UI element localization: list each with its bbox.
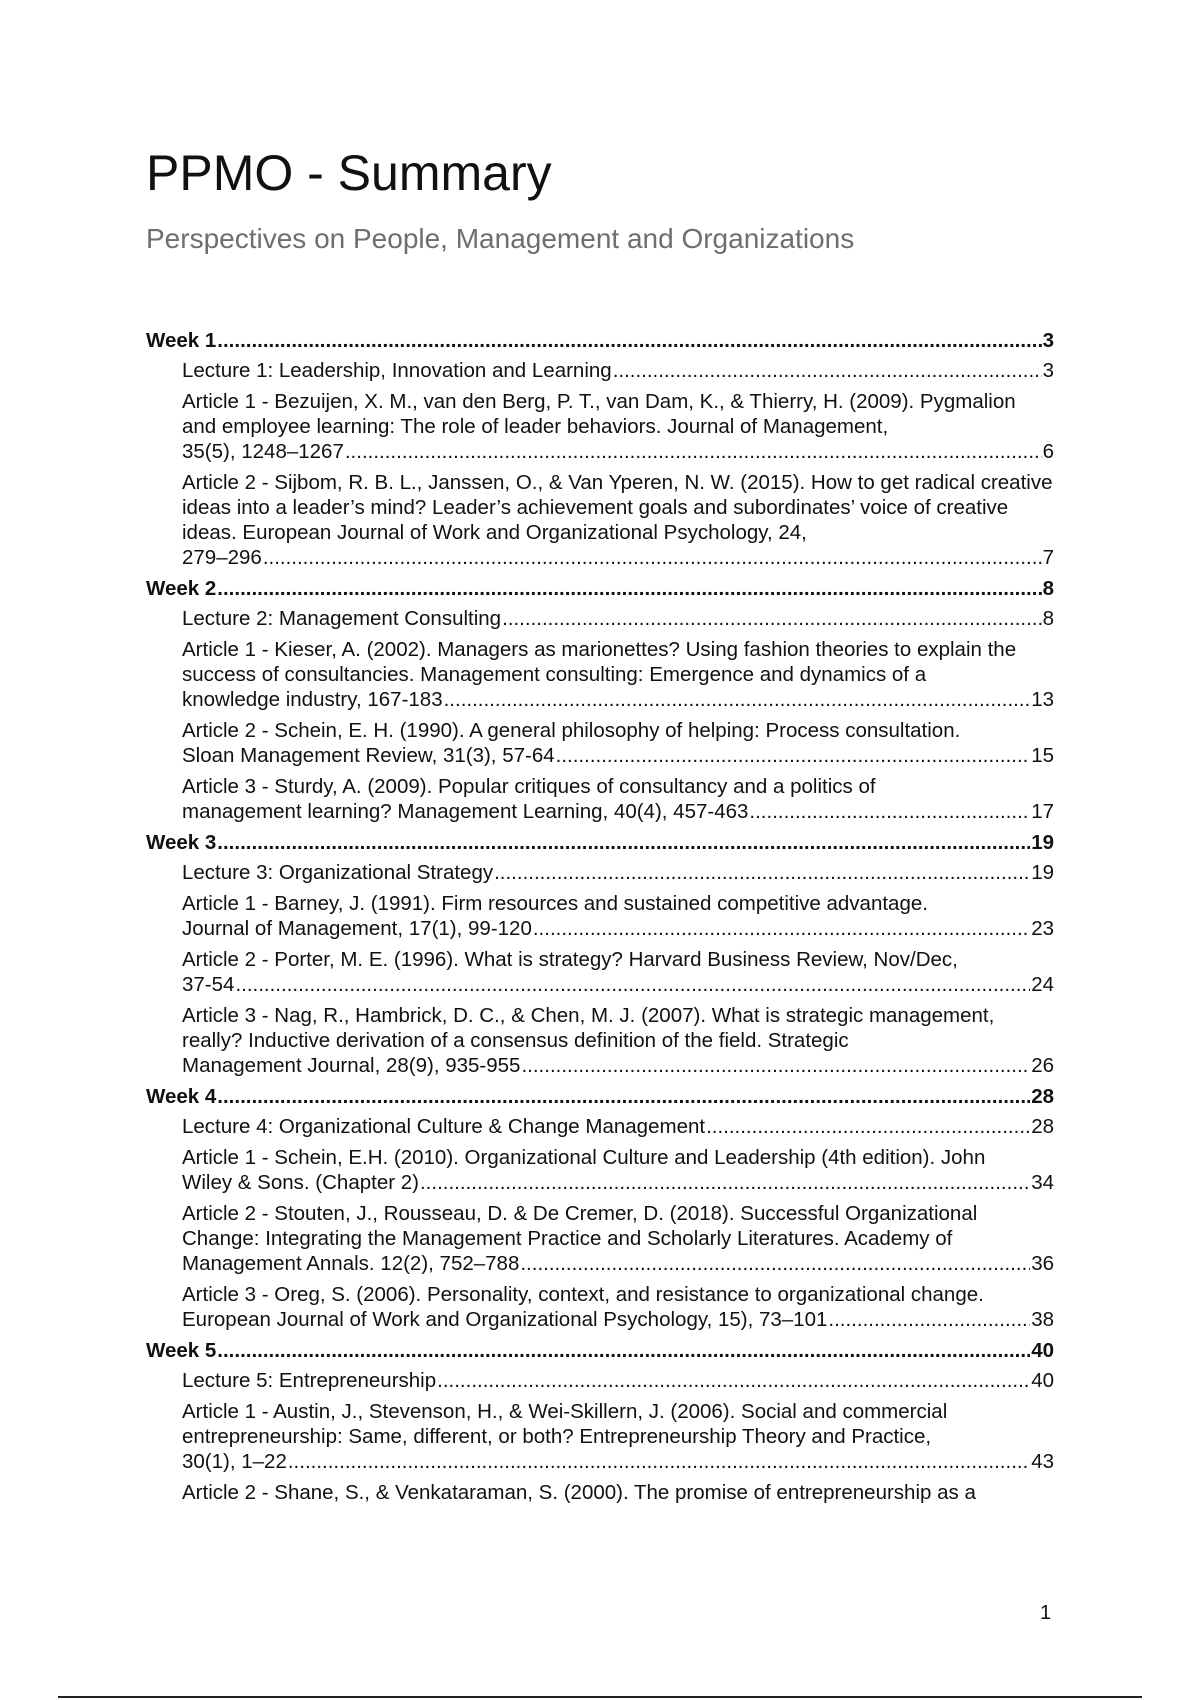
toc-entry-title: Lecture 4: Organizational Culture & Change Management: [182, 1115, 706, 1138]
toc-sub-entry[interactable]: [182, 774, 1054, 824]
toc-page-number: 38: [1031, 1308, 1054, 1331]
toc-entry-title: 279–296: [182, 546, 262, 569]
toc-sub-entry[interactable]: [182, 1201, 1054, 1276]
toc-entry-title: Management Journal, 28(9), 935-955: [182, 1054, 521, 1077]
toc-week-entry[interactable]: [146, 1084, 1054, 1109]
toc-dot-leader: [345, 439, 1042, 464]
toc-dot-leader: [520, 1251, 1030, 1276]
toc-dot-leader: [494, 860, 1030, 885]
toc-entry-text: Article 2 - Porter, M. E. (1996). What is strategy? Harvard Business Review, Nov/Dec,: [182, 948, 958, 971]
toc-page-number: 13: [1031, 688, 1054, 711]
toc-sub-entry[interactable]: [182, 358, 1054, 383]
toc-entry-title: Lecture 1: Leadership, Innovation and Learning: [182, 359, 612, 382]
toc-entry-title: Lecture 2: Management Consulting: [182, 607, 502, 630]
toc-dot-leader: [263, 545, 1042, 570]
toc-week-entry[interactable]: [146, 576, 1054, 601]
toc-page-number: 19: [1031, 861, 1054, 884]
toc-page-number: 28: [1031, 1115, 1054, 1138]
footer-rule: [58, 1696, 1142, 1698]
toc-page-number: 8: [1042, 577, 1054, 600]
toc-sub-entry[interactable]: [182, 1003, 1054, 1078]
toc-entry-title: Week 2: [146, 577, 217, 600]
toc-sub-entry[interactable]: [182, 1480, 1054, 1505]
toc-entry-title: 30(1), 1–22: [182, 1450, 287, 1473]
toc-dot-leader: [502, 606, 1042, 631]
page-number: 1: [1040, 1602, 1052, 1624]
toc-entry-title: management learning? Management Learning, 40(4), 457-463: [182, 800, 749, 823]
toc-entry-text: Article 1 - Kieser, A. (2002). Managers as marionettes? Using fashion theories to explain the success of consultancies. Management consulting: Emergence and dynamics of a: [182, 638, 1017, 686]
toc-week-entry[interactable]: [146, 830, 1054, 855]
toc-page-number: 3: [1042, 359, 1054, 382]
toc-entry-title: Sloan Management Review, 31(3), 57-64: [182, 744, 555, 767]
toc-dot-leader: [235, 972, 1030, 997]
toc-page-number: 19: [1031, 831, 1054, 854]
toc-dot-leader: [217, 1338, 1030, 1363]
toc-sub-entry[interactable]: [182, 1368, 1054, 1393]
toc-dot-leader: [217, 1084, 1030, 1109]
toc-page-number: 24: [1031, 973, 1054, 996]
toc-sub-entry[interactable]: [182, 637, 1054, 712]
toc-page-number: 6: [1042, 440, 1054, 463]
toc-dot-leader: [420, 1170, 1030, 1195]
toc-entry-title: European Journal of Work and Organizational Psychology, 15), 73–101: [182, 1308, 828, 1331]
toc-entry-title: Week 4: [146, 1085, 217, 1108]
toc-dot-leader: [706, 1114, 1030, 1139]
toc-page-number: 36: [1031, 1252, 1054, 1275]
page-subtitle: Perspectives on People, Management and Organizations: [146, 223, 855, 254]
toc-sub-entry[interactable]: [182, 947, 1054, 997]
toc-entry-text: Article 2 - Shane, S., & Venkataraman, S. (2000). The promise of entrepreneurship as a: [182, 1481, 976, 1504]
toc-page-number: 15: [1031, 744, 1054, 767]
toc-entry-title: Lecture 3: Organizational Strategy: [182, 861, 494, 884]
toc-dot-leader: [437, 1368, 1030, 1393]
table-of-contents: [146, 328, 1054, 1511]
toc-sub-entry[interactable]: [182, 1399, 1054, 1474]
toc-dot-leader: [444, 687, 1031, 712]
toc-entry-text: Article 2 - Stouten, J., Rousseau, D. & De Cremer, D. (2018). Successful Organizational Change: Integrating the Management Practice and Scholarly Literatures. Academy of: [182, 1202, 978, 1250]
toc-dot-leader: [217, 328, 1041, 353]
toc-page-number: 28: [1031, 1085, 1054, 1108]
toc-dot-leader: [288, 1449, 1030, 1474]
toc-page-number: 23: [1031, 917, 1054, 940]
toc-page-number: 43: [1031, 1450, 1054, 1473]
toc-entry-text: Article 2 - Sijbom, R. B. L., Janssen, O., & Van Yperen, N. W. (2015). How to get radical creative ideas into a leader’s mind? Leader’s achievement goals and subordinates’ voice of creative ideas. European Journal of Work and Organizational Psychology, 24,: [182, 471, 1053, 544]
toc-entry-title: Week 3: [146, 831, 217, 854]
toc-sub-entry[interactable]: [182, 1114, 1054, 1139]
toc-dot-leader: [828, 1307, 1030, 1332]
page-title: PPMO - Summary: [146, 145, 552, 201]
toc-dot-leader: [217, 830, 1030, 855]
toc-entry-text: Article 3 - Oreg, S. (2006). Personality, context, and resistance to organizational change.: [182, 1283, 984, 1306]
toc-dot-leader: [556, 743, 1031, 768]
toc-page-number: 17: [1031, 800, 1054, 823]
toc-entry-title: Journal of Management, 17(1), 99-120: [182, 917, 532, 940]
toc-entry-text: Article 1 - Austin, J., Stevenson, H., & Wei-Skillern, J. (2006). Social and commercial entrepreneurship: Same, different, or both? Entrepreneurship Theory and Practice,: [182, 1400, 948, 1448]
toc-dot-leader: [613, 358, 1042, 383]
toc-entry-title: Week 5: [146, 1339, 217, 1362]
toc-entry-text: Article 2 - Schein, E. H. (1990). A general philosophy of helping: Process consultation.: [182, 719, 961, 742]
toc-week-entry[interactable]: [146, 1338, 1054, 1363]
toc-entry-title: Week 1: [146, 329, 217, 352]
toc-dot-leader: [749, 799, 1030, 824]
toc-page-number: 26: [1031, 1054, 1054, 1077]
toc-sub-entry[interactable]: [182, 891, 1054, 941]
toc-sub-entry[interactable]: [182, 606, 1054, 631]
toc-sub-entry[interactable]: [182, 1145, 1054, 1195]
toc-entry-text: Article 3 - Sturdy, A. (2009). Popular critiques of consultancy and a politics of: [182, 775, 876, 798]
toc-sub-entry[interactable]: [182, 860, 1054, 885]
toc-sub-entry[interactable]: [182, 718, 1054, 768]
toc-entry-title: Lecture 5: Entrepreneurship: [182, 1369, 437, 1392]
toc-entry-text: Article 1 - Schein, E.H. (2010). Organizational Culture and Leadership (4th edition). John: [182, 1146, 986, 1169]
toc-entry-title: Wiley & Sons. (Chapter 2): [182, 1171, 419, 1194]
toc-entry-text: Article 1 - Barney, J. (1991). Firm resources and sustained competitive advantage.: [182, 892, 928, 915]
toc-entry-title: knowledge industry, 167-183: [182, 688, 443, 711]
toc-entry-title: 37-54: [182, 973, 235, 996]
toc-page-number: 8: [1042, 607, 1054, 630]
toc-entry-text: Article 1 - Bezuijen, X. M., van den Berg, P. T., van Dam, K., & Thierry, H. (2009). Pygmalion and employee learning: The role of leader behaviors. Journal of Management,: [182, 390, 1016, 438]
toc-page-number: 7: [1042, 546, 1054, 569]
toc-page-number: 40: [1031, 1369, 1054, 1392]
toc-week-entry[interactable]: [146, 328, 1054, 353]
toc-sub-entry[interactable]: [182, 389, 1054, 464]
toc-page-number: 3: [1042, 329, 1054, 352]
toc-dot-leader: [533, 916, 1030, 941]
toc-dot-leader: [521, 1053, 1030, 1078]
toc-page-number: 40: [1031, 1339, 1054, 1362]
toc-sub-entry[interactable]: [182, 1282, 1054, 1332]
toc-entry-text: Article 3 - Nag, R., Hambrick, D. C., & Chen, M. J. (2007). What is strategic management, really? Inductive derivation of a consensus definition of the field. Strategic: [182, 1004, 995, 1052]
toc-entry-title: 35(5), 1248–1267: [182, 440, 344, 463]
toc-dot-leader: [217, 576, 1041, 601]
toc-sub-entry[interactable]: [182, 470, 1054, 570]
toc-entry-title: Management Annals. 12(2), 752–788: [182, 1252, 520, 1275]
toc-page-number: 34: [1031, 1171, 1054, 1194]
